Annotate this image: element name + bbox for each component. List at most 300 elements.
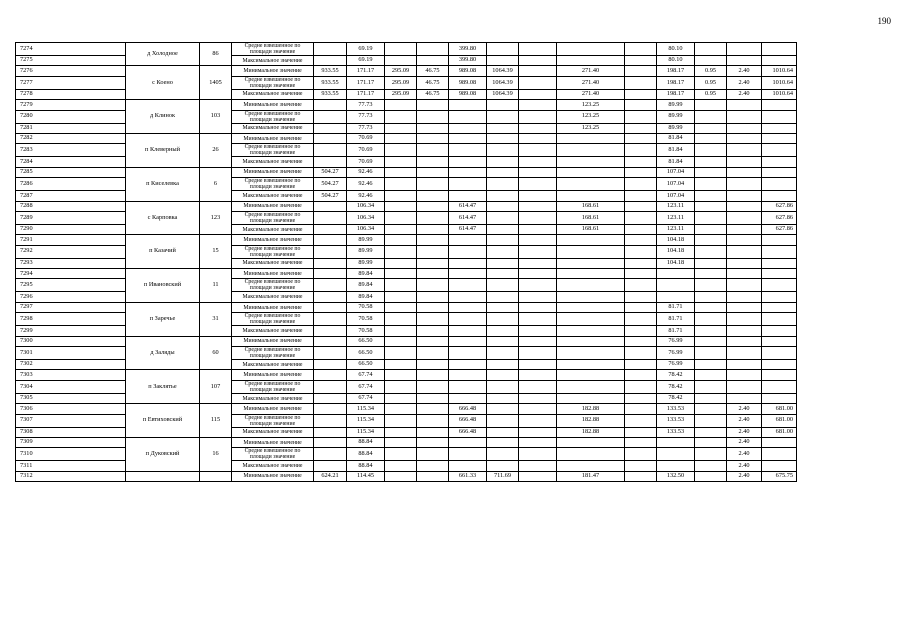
value-cell (487, 393, 519, 403)
value-cell (519, 360, 557, 370)
value-cell: 69.19 (347, 43, 385, 56)
value-cell: 123.11 (657, 211, 695, 224)
value-cell (625, 211, 657, 224)
settlement-name-cell: п Дуковский (126, 437, 200, 471)
value-cell (314, 245, 347, 258)
value-type-cell: Максимальное значение (232, 326, 314, 336)
value-cell (385, 380, 417, 393)
value-cell (695, 347, 727, 360)
value-cell: 271.40 (557, 66, 625, 76)
value-cell (557, 191, 625, 201)
value-cell: 107.04 (657, 191, 695, 201)
value-cell (385, 292, 417, 302)
value-cell (727, 360, 762, 370)
value-cell (519, 157, 557, 167)
row-number-cell: 7305 (16, 393, 126, 403)
population-cell: 123 (200, 201, 232, 235)
value-cell: 666.48 (449, 404, 487, 414)
value-cell (727, 224, 762, 234)
value-type-cell: Минимальное значение (232, 133, 314, 143)
row-number-cell: 7289 (16, 211, 126, 224)
row-number-cell: 7285 (16, 167, 126, 177)
value-cell: 77.73 (347, 110, 385, 123)
value-cell: 675.75 (762, 471, 797, 481)
value-cell: 81.84 (657, 133, 695, 143)
value-cell (385, 393, 417, 403)
value-cell (625, 269, 657, 279)
value-cell: 81.84 (657, 144, 695, 157)
value-cell: 399.80 (449, 56, 487, 66)
row-number-cell: 7274 (16, 43, 126, 56)
value-cell (417, 302, 449, 312)
value-cell (625, 380, 657, 393)
value-cell: 2.40 (727, 66, 762, 76)
value-cell (487, 279, 519, 292)
value-cell (385, 43, 417, 56)
row-number-cell: 7275 (16, 56, 126, 66)
value-cell (695, 336, 727, 346)
value-cell (625, 191, 657, 201)
value-cell (385, 370, 417, 380)
value-cell (487, 437, 519, 447)
value-cell (385, 178, 417, 191)
value-cell (762, 269, 797, 279)
value-cell: 89.99 (347, 235, 385, 245)
value-cell (314, 100, 347, 110)
settlement-name-cell: с Коено (126, 66, 200, 100)
value-cell (625, 404, 657, 414)
value-cell (417, 224, 449, 234)
value-type-cell: Максимальное значение (232, 191, 314, 201)
value-cell: 198.17 (657, 89, 695, 99)
value-cell: 78.42 (657, 393, 695, 403)
value-cell (557, 56, 625, 66)
value-cell (695, 461, 727, 471)
value-cell (625, 360, 657, 370)
value-type-cell: Средне взвешенное по площади значение (232, 211, 314, 224)
value-cell (657, 292, 695, 302)
value-cell (557, 269, 625, 279)
value-cell (625, 414, 657, 427)
value-cell (487, 380, 519, 393)
value-cell (519, 56, 557, 66)
value-cell (385, 100, 417, 110)
value-cell (727, 326, 762, 336)
row-number-cell: 7281 (16, 123, 126, 133)
value-cell (519, 178, 557, 191)
value-cell (417, 201, 449, 211)
value-cell (487, 167, 519, 177)
value-cell (314, 292, 347, 302)
value-type-cell: Средне взвешенное по площади значение (232, 414, 314, 427)
row-number-cell: 7288 (16, 201, 126, 211)
value-cell: 2.40 (727, 76, 762, 89)
row-number-cell: 7306 (16, 404, 126, 414)
value-type-cell: Минимальное значение (232, 370, 314, 380)
value-cell (449, 157, 487, 167)
value-cell: 198.17 (657, 66, 695, 76)
row-number-cell: 7310 (16, 448, 126, 461)
value-cell (519, 66, 557, 76)
value-cell (487, 144, 519, 157)
value-cell (762, 336, 797, 346)
value-cell (385, 313, 417, 326)
value-cell (657, 461, 695, 471)
value-cell (557, 326, 625, 336)
value-cell (417, 360, 449, 370)
value-cell (727, 245, 762, 258)
table-row (16, 336, 797, 346)
value-cell (314, 235, 347, 245)
value-cell (417, 123, 449, 133)
value-type-cell: Максимальное значение (232, 123, 314, 133)
value-cell (449, 235, 487, 245)
value-cell: 132.50 (657, 471, 695, 481)
value-type-cell: Минимальное значение (232, 201, 314, 211)
value-cell: 106.34 (347, 224, 385, 234)
value-cell (762, 56, 797, 66)
value-cell (519, 269, 557, 279)
value-cell: 115.34 (347, 427, 385, 437)
value-cell (449, 336, 487, 346)
value-cell (449, 191, 487, 201)
value-cell (625, 133, 657, 143)
value-cell: 115.34 (347, 414, 385, 427)
row-number-cell: 7278 (16, 89, 126, 99)
value-cell: 77.73 (347, 100, 385, 110)
value-type-cell: Минимальное значение (232, 167, 314, 177)
value-type-cell: Средне взвешенное по площади значение (232, 178, 314, 191)
value-cell (557, 380, 625, 393)
value-cell: 295.09 (385, 76, 417, 89)
value-cell (519, 326, 557, 336)
value-cell: 123.11 (657, 224, 695, 234)
row-number-cell: 7280 (16, 110, 126, 123)
value-type-cell: Максимальное значение (232, 461, 314, 471)
value-cell (385, 245, 417, 258)
value-cell (519, 404, 557, 414)
value-cell (487, 336, 519, 346)
value-cell (449, 167, 487, 177)
value-cell: 2.40 (727, 448, 762, 461)
value-cell (727, 133, 762, 143)
population-cell: 115 (200, 404, 232, 438)
value-cell (727, 144, 762, 157)
value-cell: 271.40 (557, 89, 625, 99)
value-type-cell: Средне взвешенное по площади значение (232, 76, 314, 89)
value-cell (487, 461, 519, 471)
row-number-cell: 7311 (16, 461, 126, 471)
value-cell (487, 326, 519, 336)
value-cell: 295.09 (385, 89, 417, 99)
value-cell (417, 157, 449, 167)
value-cell (487, 347, 519, 360)
value-cell: 0.95 (695, 76, 727, 89)
value-cell (557, 448, 625, 461)
value-type-cell: Минимальное значение (232, 302, 314, 312)
value-cell (557, 144, 625, 157)
row-number-cell: 7301 (16, 347, 126, 360)
value-cell (762, 178, 797, 191)
value-cell (519, 302, 557, 312)
value-cell (519, 224, 557, 234)
value-cell: 666.48 (449, 427, 487, 437)
value-cell (727, 110, 762, 123)
value-cell: 1010.64 (762, 76, 797, 89)
value-cell: 123.25 (557, 110, 625, 123)
value-cell: 2.40 (727, 437, 762, 447)
value-cell (695, 235, 727, 245)
value-cell: 133.53 (657, 414, 695, 427)
value-cell: 70.69 (347, 133, 385, 143)
value-cell: 67.74 (347, 370, 385, 380)
value-cell (519, 89, 557, 99)
value-cell (695, 110, 727, 123)
table-row (16, 269, 797, 279)
table-body (16, 43, 797, 482)
settlement-name-cell: п Казачий (126, 235, 200, 269)
value-cell (519, 167, 557, 177)
value-cell: 504.27 (314, 167, 347, 177)
value-cell (557, 292, 625, 302)
value-cell (727, 393, 762, 403)
value-cell (625, 448, 657, 461)
row-number-cell: 7295 (16, 279, 126, 292)
value-cell (417, 100, 449, 110)
value-cell (487, 100, 519, 110)
value-cell: 46.75 (417, 89, 449, 99)
value-cell (762, 258, 797, 268)
value-cell (695, 144, 727, 157)
value-cell (314, 258, 347, 268)
value-cell: 66.50 (347, 347, 385, 360)
value-cell: 104.18 (657, 235, 695, 245)
value-cell (762, 43, 797, 56)
value-cell (762, 461, 797, 471)
value-cell (487, 201, 519, 211)
value-cell: 1064.39 (487, 89, 519, 99)
value-cell: 67.74 (347, 380, 385, 393)
value-cell (657, 448, 695, 461)
value-cell: 168.61 (557, 211, 625, 224)
value-cell: 504.27 (314, 178, 347, 191)
value-type-cell: Средне взвешенное по площади значение (232, 245, 314, 258)
value-cell (487, 110, 519, 123)
value-cell (487, 224, 519, 234)
value-cell: 89.99 (347, 258, 385, 268)
value-cell: 104.18 (657, 258, 695, 268)
row-number-cell: 7287 (16, 191, 126, 201)
value-cell: 70.69 (347, 144, 385, 157)
value-cell (519, 144, 557, 157)
value-cell (519, 133, 557, 143)
value-cell (727, 258, 762, 268)
value-cell (762, 393, 797, 403)
value-cell: 46.75 (417, 66, 449, 76)
value-cell: 81.71 (657, 326, 695, 336)
row-number-cell: 7308 (16, 427, 126, 437)
value-cell: 89.99 (657, 110, 695, 123)
value-cell (449, 313, 487, 326)
value-cell (557, 437, 625, 447)
population-cell: 15 (200, 235, 232, 269)
value-cell (762, 191, 797, 201)
table-row (16, 471, 797, 481)
value-cell (449, 133, 487, 143)
value-cell (487, 123, 519, 133)
value-type-cell: Максимальное значение (232, 393, 314, 403)
value-cell (657, 437, 695, 447)
value-cell (727, 370, 762, 380)
value-type-cell: Максимальное значение (232, 89, 314, 99)
table-row (16, 437, 797, 447)
value-cell: 89.99 (657, 100, 695, 110)
value-type-cell: Минимальное значение (232, 235, 314, 245)
row-number-cell: 7309 (16, 437, 126, 447)
row-number-cell: 7279 (16, 100, 126, 110)
row-number-cell: 7276 (16, 66, 126, 76)
value-cell (727, 191, 762, 201)
value-cell: 70.58 (347, 302, 385, 312)
value-cell (314, 157, 347, 167)
value-type-cell: Максимальное значение (232, 292, 314, 302)
value-cell (625, 302, 657, 312)
value-cell (449, 245, 487, 258)
value-cell (487, 133, 519, 143)
value-cell: 104.18 (657, 245, 695, 258)
value-cell (762, 437, 797, 447)
value-cell (519, 380, 557, 393)
value-cell (695, 370, 727, 380)
value-cell (727, 336, 762, 346)
value-cell (695, 123, 727, 133)
value-cell (417, 427, 449, 437)
row-number-cell: 7299 (16, 326, 126, 336)
value-cell (314, 123, 347, 133)
value-cell: 76.99 (657, 336, 695, 346)
value-cell (487, 191, 519, 201)
value-cell (385, 279, 417, 292)
value-cell: 171.17 (347, 89, 385, 99)
value-cell: 88.84 (347, 437, 385, 447)
value-cell (314, 133, 347, 143)
settlement-name-cell: с Карповка (126, 201, 200, 235)
value-cell (557, 336, 625, 346)
value-cell (417, 235, 449, 245)
value-cell: 171.17 (347, 66, 385, 76)
value-cell (385, 326, 417, 336)
settlement-name-cell: п Киселевка (126, 167, 200, 201)
value-cell (487, 235, 519, 245)
value-cell: 70.58 (347, 326, 385, 336)
value-cell (695, 393, 727, 403)
value-cell: 198.17 (657, 76, 695, 89)
value-cell (557, 360, 625, 370)
value-cell (314, 448, 347, 461)
value-cell: 106.34 (347, 201, 385, 211)
population-cell (200, 471, 232, 481)
value-cell (449, 292, 487, 302)
value-cell (487, 292, 519, 302)
value-cell: 614.47 (449, 211, 487, 224)
value-type-cell: Минимальное значение (232, 471, 314, 481)
value-cell (449, 144, 487, 157)
value-cell: 627.86 (762, 224, 797, 234)
value-cell: 504.27 (314, 191, 347, 201)
value-type-cell: Средне взвешенное по площади значение (232, 313, 314, 326)
table-row (16, 404, 797, 414)
value-cell (625, 393, 657, 403)
value-cell (519, 235, 557, 245)
value-cell (417, 167, 449, 177)
value-cell (762, 302, 797, 312)
value-cell (727, 178, 762, 191)
value-cell (695, 157, 727, 167)
value-cell (417, 133, 449, 143)
value-cell (314, 326, 347, 336)
value-cell (695, 279, 727, 292)
value-cell (487, 43, 519, 56)
row-number-cell: 7292 (16, 245, 126, 258)
value-type-cell: Минимальное значение (232, 437, 314, 447)
value-cell (519, 414, 557, 427)
value-cell (727, 380, 762, 393)
value-cell (762, 360, 797, 370)
value-cell (762, 448, 797, 461)
value-type-cell: Максимальное значение (232, 258, 314, 268)
value-cell: 78.42 (657, 380, 695, 393)
value-cell: 627.86 (762, 201, 797, 211)
row-number-cell: 7297 (16, 302, 126, 312)
settlement-name-cell: п Ивановский (126, 269, 200, 303)
value-cell: 78.42 (657, 370, 695, 380)
value-cell: 661.33 (449, 471, 487, 481)
value-cell (314, 302, 347, 312)
value-cell (314, 269, 347, 279)
value-cell (314, 144, 347, 157)
row-number-cell: 7277 (16, 76, 126, 89)
value-cell (695, 471, 727, 481)
settlement-name-cell: д Клинок (126, 100, 200, 134)
population-cell: 16 (200, 437, 232, 471)
value-cell (385, 414, 417, 427)
value-cell (417, 347, 449, 360)
value-cell (417, 448, 449, 461)
value-cell: 70.58 (347, 313, 385, 326)
value-cell (314, 56, 347, 66)
population-cell: 86 (200, 43, 232, 66)
value-type-cell: Средне взвешенное по площади значение (232, 43, 314, 56)
value-cell (385, 471, 417, 481)
value-cell: 1064.39 (487, 76, 519, 89)
value-cell (487, 360, 519, 370)
value-type-cell: Средне взвешенное по площади значение (232, 110, 314, 123)
value-cell (762, 313, 797, 326)
value-cell (417, 258, 449, 268)
value-cell (625, 89, 657, 99)
value-cell (385, 336, 417, 346)
value-cell: 76.99 (657, 347, 695, 360)
row-number-cell: 7290 (16, 224, 126, 234)
value-cell: 89.84 (347, 269, 385, 279)
value-cell (385, 448, 417, 461)
value-cell (417, 110, 449, 123)
value-cell (519, 336, 557, 346)
row-number-cell: 7303 (16, 370, 126, 380)
value-cell (385, 258, 417, 268)
value-cell (695, 133, 727, 143)
population-cell: 103 (200, 100, 232, 134)
